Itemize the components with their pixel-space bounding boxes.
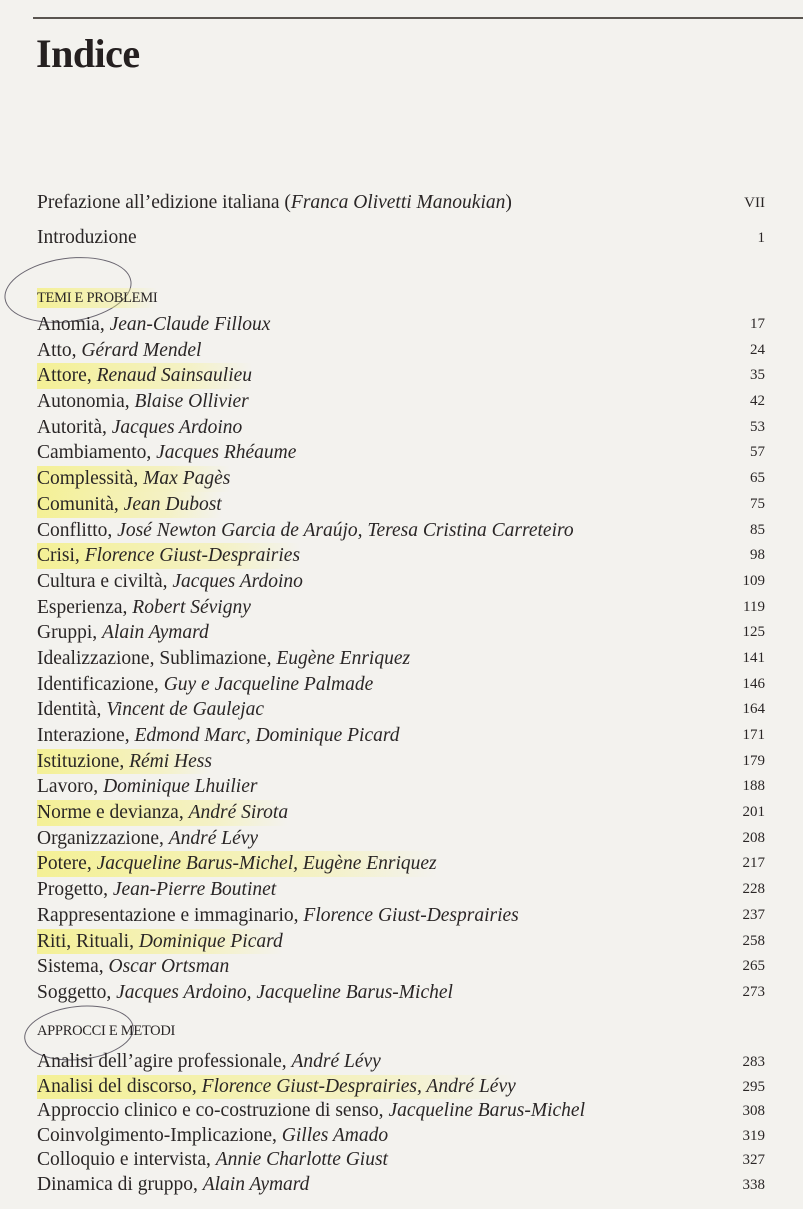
entry-title <box>37 1099 585 1124</box>
entry-page: 75 <box>750 495 765 512</box>
entry-page: 283 <box>742 1054 765 1070</box>
entry-title <box>37 877 276 903</box>
entry-label: Gruppi, <box>37 622 102 644</box>
entry-label: Interazione, <box>37 725 135 746</box>
entry-page: 146 <box>742 675 765 692</box>
entry-page: 208 <box>742 829 765 846</box>
entry-label: Atto, <box>37 339 82 361</box>
entry-label: Rappresentazione e immaginario, <box>37 904 304 926</box>
entry-author: Jacques Ardoino, Jacqueline Barus-Michel <box>116 981 453 1003</box>
entry-author: Dominique Picard <box>138 930 283 952</box>
entry-page: 85 <box>750 521 765 538</box>
toc-entry[interactable] <box>37 415 765 441</box>
entry-page: 265 <box>742 958 765 975</box>
entry-author: Jacqueline Barus-Michel <box>388 1100 585 1122</box>
entry-author: Gérard Mendel <box>81 339 202 361</box>
entry-author: Jacques Ardoino <box>111 416 243 438</box>
entry-page: 57 <box>750 444 765 461</box>
toc-entry[interactable] <box>37 851 765 877</box>
entry-title <box>37 543 300 569</box>
entry-page: 171 <box>742 727 765 743</box>
entry-title <box>37 389 249 415</box>
entry-title <box>37 569 303 595</box>
toc-entry[interactable] <box>37 980 765 1006</box>
toc-entry[interactable] <box>37 518 765 544</box>
entry-label: Progetto, <box>37 879 113 901</box>
toc-entry[interactable] <box>37 595 765 621</box>
entry-author: Florence Giust-Desprairies <box>303 904 519 926</box>
entry-page: 338 <box>742 1176 765 1193</box>
header-rule <box>33 17 803 19</box>
entry-label: Istituzione, <box>37 750 130 772</box>
entry-title <box>37 1148 388 1173</box>
entry-author: Jean Dubost <box>123 493 222 515</box>
entry-page: 35 <box>750 367 765 384</box>
toc-entry[interactable] <box>37 1099 765 1124</box>
entry-page: 109 <box>742 572 765 589</box>
entry-author: Blaise Ollivier <box>134 391 249 413</box>
entry-label: Identificazione, <box>37 673 164 695</box>
toc-entry[interactable] <box>37 672 765 698</box>
entry-title <box>37 440 296 466</box>
entry-label: Comunità, <box>37 493 124 515</box>
entry-author: Eugène Enriquez <box>276 647 411 669</box>
entry-author: André Sirota <box>188 802 289 824</box>
entry-page: 24 <box>750 341 765 358</box>
entry-author: Jean-Claude Filloux <box>109 314 271 335</box>
toc-entry[interactable] <box>37 466 765 492</box>
section-list-temi <box>37 312 765 1006</box>
entry-label: Prefazione all’edizione italiana ( <box>37 192 291 213</box>
entry-author: Annie Charlotte Giust <box>215 1149 388 1171</box>
entry-page: 125 <box>742 624 765 641</box>
entry-page: 319 <box>742 1127 765 1144</box>
entry-label: Autorità, <box>37 416 112 438</box>
toc-entry-introduction[interactable] <box>37 226 765 250</box>
entry-page: 179 <box>742 752 765 769</box>
toc-entry[interactable] <box>37 903 765 929</box>
entry-author: Robert Sévigny <box>132 596 251 618</box>
entry-page: 98 <box>750 547 765 564</box>
entry-title <box>37 774 257 800</box>
entry-title <box>37 800 288 826</box>
section-heading-approcci: APPROCCI E METODI <box>37 1023 176 1039</box>
entry-author: André Lévy <box>168 827 259 849</box>
entry-title <box>37 518 574 544</box>
toc-entry[interactable] <box>37 389 765 415</box>
toc-entry[interactable] <box>37 338 765 364</box>
entry-label: Coinvolgimento-Implicazione, <box>37 1124 282 1146</box>
entry-author: Jean-Pierre Boutinet <box>112 879 277 901</box>
entry-author: Jacques Ardoino <box>172 570 303 592</box>
entry-label: Crisi, <box>37 545 85 567</box>
entry-label: Conflitto, <box>37 519 118 541</box>
toc-entry[interactable] <box>37 826 765 852</box>
toc-entry[interactable] <box>37 543 765 569</box>
entry-page: 228 <box>742 881 765 898</box>
entry-page: 119 <box>743 598 765 615</box>
toc-entry-preface[interactable] <box>37 191 765 215</box>
toc-entry[interactable] <box>37 363 765 389</box>
entry-author: Franca Olivetti Manoukian <box>290 192 506 213</box>
entry-author: Oscar Ortsman <box>108 956 230 978</box>
entry-label: Autonomia, <box>37 391 135 413</box>
entry-author: Edmond Marc, Dominique Picard <box>134 725 400 746</box>
toc-entry[interactable] <box>37 954 765 980</box>
entry-author: André Lévy <box>291 1051 381 1072</box>
entry-title <box>37 1124 388 1149</box>
entry-label: Idealizzazione, Sublimazione, <box>37 647 277 669</box>
entry-title <box>37 415 242 441</box>
entry-title <box>37 929 283 955</box>
entry-label: Complessità, <box>37 468 144 490</box>
toc-entry[interactable] <box>37 646 765 672</box>
entry-title <box>37 595 251 621</box>
entry-label: Identità, <box>37 699 107 721</box>
entry-label: Attore, <box>37 365 97 387</box>
entry-title <box>37 312 270 338</box>
entry-suffix: ) <box>505 192 512 213</box>
entry-page: 141 <box>742 649 765 666</box>
entry-title <box>37 646 410 672</box>
toc-entry[interactable] <box>37 620 765 646</box>
toc-entry[interactable] <box>37 877 765 903</box>
entry-title <box>37 954 229 980</box>
entry-page: 164 <box>742 701 765 718</box>
entry-page: 237 <box>742 906 765 923</box>
entry-label: Sistema, <box>37 956 109 978</box>
entry-author: Rémi Hess <box>129 750 212 772</box>
entry-label: Riti, Rituali, <box>37 930 139 952</box>
entry-page: 42 <box>750 393 765 410</box>
entry-page: VII <box>744 195 765 211</box>
entry-page: 258 <box>742 932 765 949</box>
entry-author: Florence Giust-Desprairies <box>84 545 301 567</box>
entry-page: 53 <box>750 418 765 435</box>
entry-author: Gilles Amado <box>281 1124 389 1146</box>
toc-entry[interactable] <box>37 929 765 955</box>
toc-entry[interactable] <box>37 1075 765 1100</box>
toc-entry[interactable] <box>37 723 765 749</box>
entry-title <box>37 672 373 698</box>
entry-page: 1 <box>757 230 765 246</box>
entry-title <box>37 1173 309 1198</box>
toc-entry[interactable] <box>37 1148 765 1173</box>
entry-label: Approccio clinico e co-costruzione di senso, <box>37 1100 389 1122</box>
toc-entry[interactable] <box>37 1050 765 1075</box>
entry-page: 295 <box>742 1078 765 1095</box>
entry-label: Soggetto, <box>37 981 117 1003</box>
entry-title <box>37 826 258 852</box>
entry-label: Potere, <box>37 853 97 875</box>
section-heading-temi: TEMI E PROBLEMI <box>37 290 158 306</box>
entry-title <box>37 338 201 364</box>
entry-page: 17 <box>750 316 765 332</box>
entry-title <box>37 851 437 877</box>
toc-entry[interactable] <box>37 569 765 595</box>
toc-entry[interactable] <box>37 312 765 338</box>
entry-author: Vincent de Gaulejac <box>106 699 265 721</box>
entry-title <box>37 697 264 723</box>
toc-entry[interactable] <box>37 774 765 800</box>
entry-author: Dominique Lhuilier <box>103 776 258 798</box>
entry-page: 201 <box>742 804 765 821</box>
section-list-approcci <box>37 1050 765 1198</box>
toc-entry[interactable] <box>37 1124 765 1149</box>
entry-author: Florence Giust-Desprairies, André Lévy <box>201 1075 516 1097</box>
entry-author: Jacqueline Barus-Michel, Eugène Enriquez <box>96 853 437 875</box>
entry-label: Norme e devianza, <box>37 802 189 824</box>
entry-author: Alain Aymard <box>202 1173 310 1195</box>
entry-title <box>37 749 212 775</box>
entry-title <box>37 363 252 389</box>
entry-label: Dinamica di gruppo, <box>37 1173 203 1195</box>
entry-label: Cultura e civiltà, <box>37 570 173 592</box>
entry-author: José Newton Garcia de Araújo, Teresa Cristina Carreteiro <box>117 519 574 541</box>
toc-entry[interactable] <box>37 800 765 826</box>
entry-page: 65 <box>750 470 765 487</box>
entry-page: 308 <box>742 1103 765 1120</box>
entry-title <box>37 1075 516 1100</box>
entry-label: Analisi dell’agire professionale, <box>37 1051 292 1072</box>
toc-entry[interactable] <box>37 697 765 723</box>
entry-page: 188 <box>742 778 765 795</box>
entry-label: Cambiamento, <box>37 442 157 464</box>
entry-label: Lavoro, <box>37 776 104 798</box>
toc-entry[interactable] <box>37 492 765 518</box>
entry-title <box>37 980 453 1006</box>
entry-label: Analisi del discorso, <box>37 1075 202 1097</box>
entry-title <box>37 723 399 749</box>
toc-entry[interactable] <box>37 749 765 775</box>
entry-title <box>37 492 222 518</box>
entry-author: Max Pagès <box>143 468 231 490</box>
entry-label: Introduzione <box>37 227 137 248</box>
entry-title <box>37 1050 381 1075</box>
entry-label: Organizzazione, <box>37 827 169 849</box>
entry-author: Renaud Sainsaulieu <box>96 365 253 387</box>
entry-title <box>37 903 519 929</box>
entry-page: 217 <box>742 855 765 872</box>
toc-entry[interactable] <box>37 440 765 466</box>
entry-title <box>37 620 209 646</box>
entry-page: 273 <box>742 983 765 1000</box>
entry-label: Anomia, <box>37 314 110 335</box>
entry-author: Alain Aymard <box>102 622 209 644</box>
entry-author: Jacques Rhéaume <box>156 442 297 464</box>
entry-label: Esperienza, <box>37 596 133 618</box>
page-title: Indice <box>36 31 140 76</box>
entry-title <box>37 466 230 492</box>
toc-entry[interactable] <box>37 1173 765 1198</box>
entry-label: Colloquio e intervista, <box>37 1149 216 1171</box>
entry-page: 327 <box>742 1152 765 1169</box>
entry-author: Guy e Jacqueline Palmade <box>163 673 374 695</box>
